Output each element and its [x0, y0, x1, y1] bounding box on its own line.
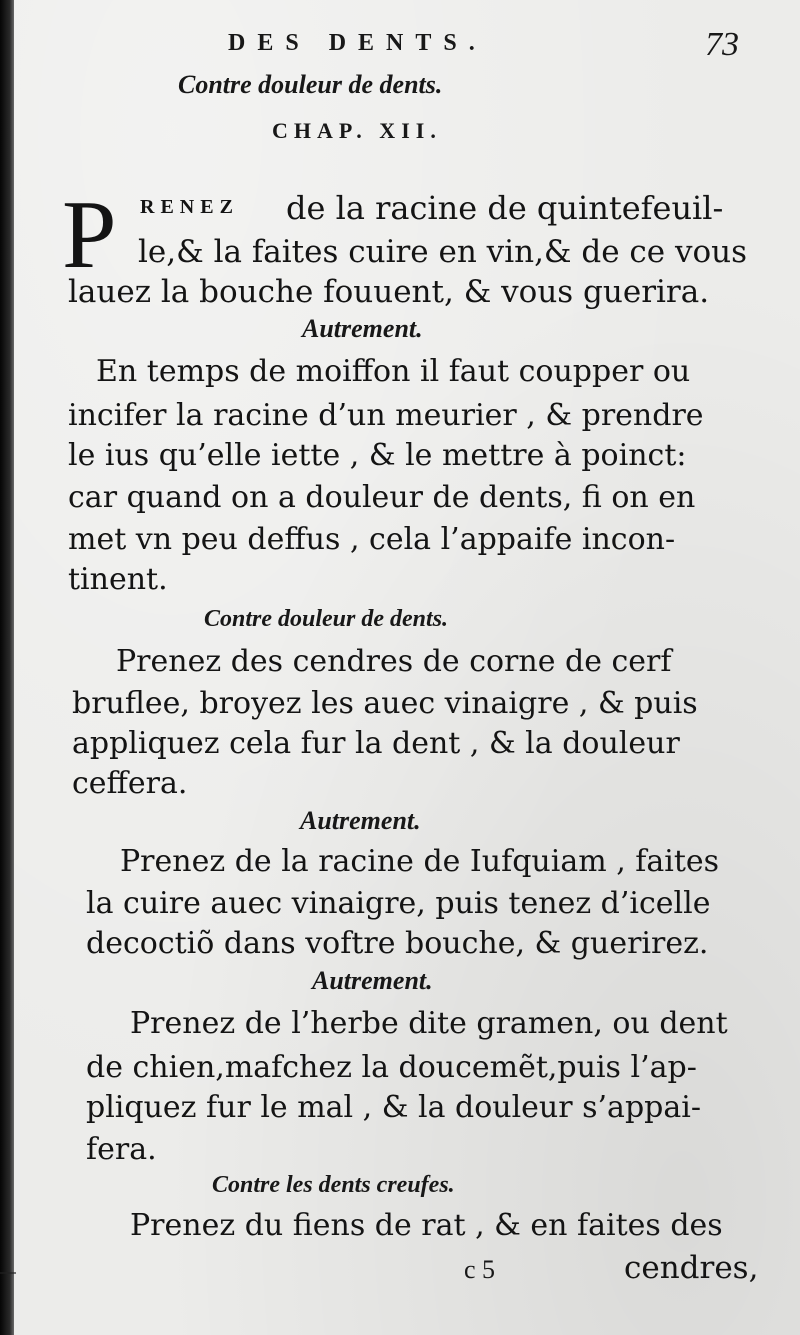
text-line: appliquez cela fur la dent , & la douleur	[72, 726, 680, 761]
text-line: la cuire auec vinaigre, puis tenez d’icelle	[86, 886, 711, 921]
text-line: pliquez fur le mal , & la douleur s’appai-	[86, 1090, 701, 1125]
text-line: fera.	[86, 1132, 157, 1167]
text-line: ceffera.	[72, 766, 188, 801]
page-number: 73	[705, 26, 739, 63]
section-heading: Autrement.	[300, 806, 421, 835]
text-line: En temps de moiffon il faut coupper ou	[96, 354, 691, 389]
text-line: tinent.	[68, 562, 168, 597]
section-heading: Autrement.	[302, 314, 423, 343]
text-line: incifer la racine d’un meurier , & prendre	[68, 398, 704, 433]
text-line: decoctiõ dans voftre bouche, & guerirez.	[86, 926, 709, 961]
section-heading: Contre les dents creufes.	[212, 1172, 455, 1198]
text-line: de chien,mafchez la doucemẽt,puis l’ap-	[86, 1050, 697, 1085]
opening-word-small-caps: RENEZ	[140, 196, 239, 218]
text-line: Prenez de la racine de Iufquiam , faites	[120, 844, 720, 879]
book-gutter-shadow	[0, 0, 14, 1335]
text-line: Prenez des cendres de corne de cerf	[116, 644, 672, 679]
catchword: cendres,	[624, 1250, 759, 1286]
text-line: Prenez du fiens de rat , & en faites des	[130, 1208, 723, 1243]
text-line: le ius qu’elle iette , & le mettre à poinct:	[68, 438, 687, 473]
text-line: car quand on a douleur de dents, fi on en	[68, 480, 696, 515]
scan-artifact	[0, 1272, 16, 1274]
running-head: DES DENTS.	[228, 30, 487, 56]
text-line: de la racine de quintefeuil-	[286, 189, 724, 227]
text-line: bruflee, broyez les auec vinaigre , & puis	[72, 686, 698, 721]
section-heading: Autrement.	[312, 966, 433, 995]
text-line: Prenez de l’herbe dite gramen, ou dent	[130, 1006, 728, 1041]
text-line: met vn peu deffus , cela l’appaife incon-	[68, 522, 676, 557]
drop-cap: P	[62, 181, 117, 289]
text-line: lauez la bouche fouuent, & vous guerira.	[68, 274, 710, 310]
section-heading: Contre douleur de dents.	[204, 606, 449, 632]
chapter-heading: CHAP. XII.	[272, 118, 442, 143]
text-line: le,& la faites cuire en vin,& de ce vous	[138, 234, 748, 270]
section-title-top: Contre douleur de dents.	[178, 70, 443, 99]
signature-mark: c 5	[464, 1255, 496, 1284]
